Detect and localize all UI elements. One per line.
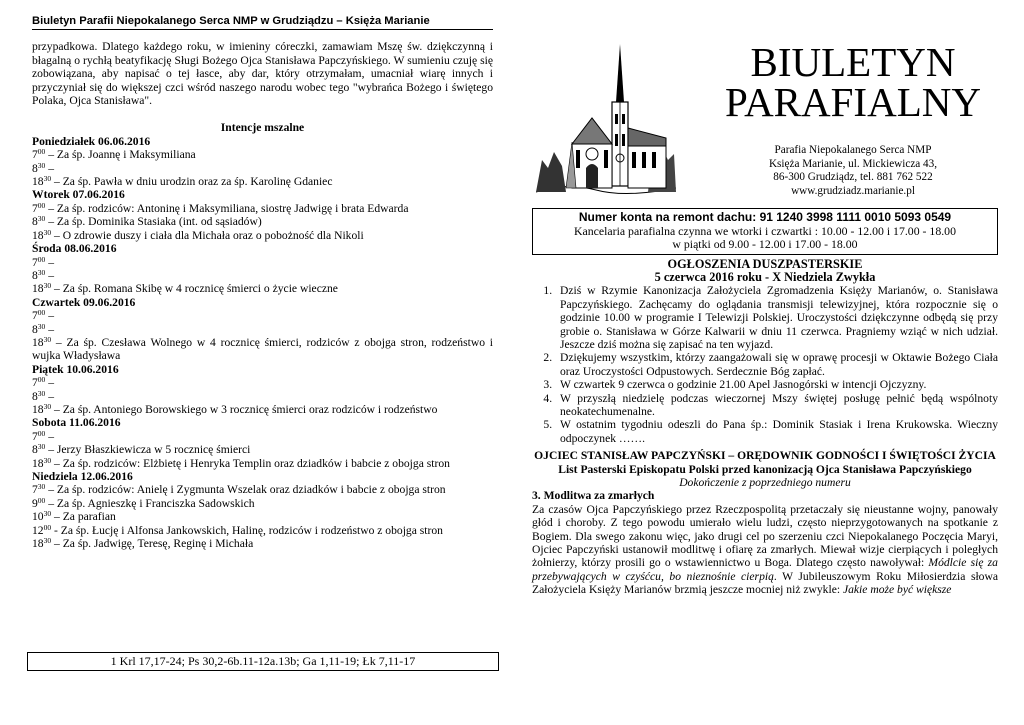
mass-hour: 7 xyxy=(32,429,38,443)
mass-separator: – xyxy=(45,255,54,269)
body-quote-1: Módlcie się za przebywających w czyśćcu, bo nieznośnie cierpią xyxy=(532,556,998,583)
mass-separator: – xyxy=(45,322,54,336)
mass-hour: 18 xyxy=(32,282,44,296)
mass-entry xyxy=(32,537,493,550)
mass-hour: 18 xyxy=(32,335,44,349)
account-box xyxy=(532,208,998,255)
mass-hour: 8 xyxy=(32,322,38,336)
mass-hour: 10 xyxy=(32,510,44,524)
announcement-item: 5. W ostatnim tygodniu odeszli do Pana śp.: Dominik Stasiak i Irena Krukowska. Wieczny odpoczynek ……. xyxy=(555,418,998,445)
masthead xyxy=(532,40,998,208)
mass-entry xyxy=(32,323,493,336)
mass-separator: - xyxy=(51,523,61,537)
mass-separator: – xyxy=(45,148,57,162)
mass-intention: Za śp. rodziców: Elżbietę i Henryka Templin oraz dziadków i babcie z obojga stron xyxy=(62,456,450,470)
mass-entry xyxy=(32,175,493,188)
continuation-note: Dokończenie z poprzedniego numeru xyxy=(679,476,851,489)
article-title: OJCIEC STANISŁAW PAPCZYŃSKI – ORĘDOWNIK GODNOŚCI I ŚWIĘTOŚCI ŻYCIA xyxy=(534,449,996,463)
mass-entry xyxy=(32,269,493,282)
announcements-title: OGŁOSZENIA DUSZPASTERSKIE xyxy=(667,256,863,271)
mass-intention: Za śp. Jadwigę, Teresę, Reginę i Michała xyxy=(62,537,254,551)
readings-box: 1 Krl 17,17-24; Ps 30,2-6b.11-12a.13b; Ga 1,11-19; Łk 7,11-17 xyxy=(27,652,499,671)
church-illustration xyxy=(536,42,676,198)
mass-entry xyxy=(32,162,493,175)
mass-separator: – xyxy=(45,376,54,390)
mass-hour: 18 xyxy=(32,228,44,242)
mass-intention: Za śp. Agnieszkę i Franciszka Sadowskich xyxy=(56,496,255,510)
mass-minute: 30 xyxy=(37,442,46,452)
mass-separator: – xyxy=(51,228,63,242)
mass-separator: – xyxy=(51,335,67,349)
mass-hour: 7 xyxy=(32,148,38,162)
mass-separator: – xyxy=(51,537,63,551)
mass-hour: 8 xyxy=(32,389,38,403)
office-hours-1: Kancelaria parafialna czynna we wtorki i czwartki : 10.00 - 12.00 i 17.00 - 18.00 xyxy=(574,223,956,238)
mass-entry xyxy=(32,336,493,363)
day-heading: Piątek 10.06.2016 xyxy=(32,362,119,376)
mass-intention: O zdrowie duszy i ciała dla Michała oraz o pobożność dla Nikoli xyxy=(62,228,364,242)
letter-title: List Pasterski Episkopatu Polski przed kanonizacją Ojca Stanisława Papczyńskiego xyxy=(558,462,972,476)
announcement-item: 1. Dziś w Rzymie Kanonizacja Założyciela Zgromadzenia Księży Marianów, o. Stanisława Papczyńskiego. Zachęcamy do oglądania transmisji telewizyjnej, która rozpocznie się o godzinie 10.00 w programie I Telewizji Polskiej. Uroczystości dziękczynne odbędą się przy grobie o. Stanisława w Górze Kalwarii w dniu 11 czerwca. Pragniemy wziąć w nich udział. Jeszcze dziś można się zapisać na ten wyjazd. xyxy=(555,284,998,351)
bulletin-title xyxy=(708,39,998,125)
mass-separator: – xyxy=(45,161,54,175)
mass-separator: – xyxy=(45,483,57,497)
mass-separator: – xyxy=(51,456,63,470)
mass-hour: 12 xyxy=(32,523,44,537)
mass-minute: 30 xyxy=(43,281,52,291)
mass-minute: 30 xyxy=(43,455,52,465)
office-hours-2: w piątki od 9.00 - 12.00 i 17.00 - 18.00 xyxy=(672,237,858,251)
mass-separator: – xyxy=(51,175,63,189)
body-quote-2: Jakie może być większe xyxy=(842,583,952,597)
address-line-1: Księża Marianie, ul. Mickiewicza 43, xyxy=(768,157,938,170)
mass-intention: Za śp. Pawła w dniu urodzin oraz za śp. Karolinę Gdaniec xyxy=(62,175,333,189)
mass-entry xyxy=(32,202,493,215)
mass-entry xyxy=(32,282,493,295)
mass-hour: 7 xyxy=(32,483,38,497)
body-text-1: Za czasów Ojca Papczyńskiego przez Rzeczpospolitą przetaczały się nieustanne wojny, panowały głód i choroby. Z tego powodu umierało wielu ludzi, często nieprzygotowanych na spotkanie z Bogiem. Dla swego zakonu więc, jako drugi cel po szerzeniu czci Niepokalanego Poczęcia Maryi, Ojciec Papczyński ustanowił modlitwę i ofiarę za zmarłych. Miewał wizje cierpiących i poległych żołnierzy, którzy prosili go o wstawiennictwo u Boga. Dlatego często nawoływał: xyxy=(532,502,998,570)
mass-minute: 00 xyxy=(37,147,46,157)
mass-hour: 18 xyxy=(32,456,44,470)
mass-entry xyxy=(32,510,493,523)
mass-hour: 8 xyxy=(32,443,38,457)
section-heading: 3. Modlitwa za zmarłych xyxy=(532,489,655,503)
mass-minute: 30 xyxy=(37,267,46,277)
mass-minute: 00 xyxy=(37,200,46,210)
mass-entry xyxy=(32,309,493,322)
mass-minute: 00 xyxy=(37,254,46,264)
mass-hour: 8 xyxy=(32,161,38,175)
mass-hour: 18 xyxy=(32,402,44,416)
mass-hour: 7 xyxy=(32,309,38,323)
bank-account: Numer konta na remont dachu: 91 1240 3998 1111 0010 5093 0549 xyxy=(578,210,952,224)
mass-separator: – xyxy=(45,309,54,323)
mass-entry xyxy=(32,403,493,416)
right-column xyxy=(532,40,998,597)
mass-entry xyxy=(32,524,493,537)
mass-minute: 00 xyxy=(37,375,46,385)
body-text-2: . W Jubileuszowym Roku Miłosierdzia słowa Założyciela Księży Marianów brzmią jeszcze mocniej niż zwykle: xyxy=(532,569,998,597)
mass-minute: 00 xyxy=(37,428,46,438)
mass-intention: Za śp. Łucję i Alfonsa Jankowskich, Halinę, rodziców i rodzeństwo z obojga stron xyxy=(60,523,443,537)
mass-entry xyxy=(32,256,493,269)
mass-entry xyxy=(32,148,493,161)
mass-intention: Za parafian xyxy=(62,510,116,524)
mass-separator: – xyxy=(45,443,57,457)
mass-separator: – xyxy=(45,496,57,510)
running-header: Biuletyn Parafii Niepokalanego Serca NMP w Grudziądzu – Księża Marianie xyxy=(32,15,493,30)
mass-separator: – xyxy=(45,268,54,282)
mass-minute: 30 xyxy=(43,174,52,184)
mass-intention: Za śp. rodziców: Anielę i Zygmunta Wszelak oraz dziadków i babcie z obojga stron xyxy=(56,483,446,497)
mass-minute: 30 xyxy=(37,160,46,170)
mass-entry xyxy=(32,443,493,456)
mass-entry xyxy=(32,457,493,470)
mass-minute: 30 xyxy=(43,536,52,546)
left-column xyxy=(32,15,493,550)
mass-entry xyxy=(32,390,493,403)
mass-minute: 30 xyxy=(37,321,46,331)
mass-minute: 30 xyxy=(43,334,52,344)
mass-entry xyxy=(32,430,493,443)
title-line-2: PARAFIALNY xyxy=(725,79,981,125)
mass-minute: 30 xyxy=(43,401,52,411)
mass-hour: 8 xyxy=(32,268,38,282)
mass-separator: – xyxy=(45,429,54,443)
mass-intention: Za śp. Antoniego Borowskiego w 3 rocznicę śmierci oraz rodziców i rodzeństwo xyxy=(62,402,438,416)
mass-minute: 00 xyxy=(37,308,46,318)
day-heading: Sobota 11.06.2016 xyxy=(32,416,121,430)
mass-intention: Za śp. Czesława Wolnego w 4 rocznicę śmierci, rodziców z obojga stron, rodzeństwo i wujka Władysława xyxy=(32,335,494,363)
mass-intention: Za śp. rodziców: Antoninę i Maksymiliana, siostrę Jadwigę i brata Edwarda xyxy=(56,201,409,215)
announcement-item: 2. Dziękujemy wszystkim, którzy zaangażowali się w oprawę procesji w Oktawie Bożego Ciała oraz Uroczystości Odpustowych. Serdecznie Bóg zapłać. xyxy=(555,351,998,378)
announcements-list xyxy=(532,284,998,445)
website-link[interactable]: www.grudziadz.marianie.pl xyxy=(791,184,915,197)
mass-intention: Jerzy Błaszkiewicza w 5 rocznicę śmierci xyxy=(56,443,251,457)
address-line-2: 86-300 Grudziądz, tel. 881 762 522 xyxy=(773,171,933,183)
mass-minute: 00 xyxy=(43,522,52,532)
mass-separator: – xyxy=(45,389,54,403)
mass-entry xyxy=(32,497,493,510)
mass-intention: Za śp. Romana Skibę w 4 rocznicę śmierci o życie wieczne xyxy=(62,282,338,296)
mass-hour: 18 xyxy=(32,175,44,189)
mass-intention: Za śp. Joannę i Maksymiliana xyxy=(56,148,196,162)
day-heading: Środa 08.06.2016 xyxy=(32,242,117,256)
announcement-item: 3. W czwartek 9 czerwca o godzinie 21.00 Apel Jasnogórski w intencji Ojczyzny. xyxy=(555,378,998,391)
mass-separator: – xyxy=(45,201,57,215)
mass-separator: – xyxy=(51,510,63,524)
mass-minute: 30 xyxy=(37,214,46,224)
parish-address xyxy=(708,144,998,198)
mass-hour: 7 xyxy=(32,255,38,269)
mass-minute: 30 xyxy=(37,482,46,492)
mass-minute: 30 xyxy=(43,227,52,237)
day-heading: Niedziela 12.06.2016 xyxy=(32,470,133,483)
article-body xyxy=(532,503,998,597)
mass-intention: Za śp. Dominika Stasiaka (int. od sąsiadów) xyxy=(56,215,262,229)
mass-intentions-list xyxy=(32,135,493,551)
mass-separator: – xyxy=(45,215,57,229)
mass-hour: 7 xyxy=(32,376,38,390)
mass-hour: 8 xyxy=(32,215,38,229)
mass-separator: – xyxy=(51,282,63,296)
mass-hour: 7 xyxy=(32,201,38,215)
mass-entry xyxy=(32,215,493,228)
announcements-date: 5 czerwca 2016 roku - X Niedziela Zwykła xyxy=(654,269,876,284)
title-line-1: BIULETYN xyxy=(750,39,956,85)
mass-entry xyxy=(32,483,493,496)
mass-minute: 30 xyxy=(43,509,52,519)
intentions-title: Intencje mszalne xyxy=(220,121,305,135)
mass-hour: 18 xyxy=(32,537,44,551)
day-heading: Poniedziałek 06.06.2016 xyxy=(32,134,151,148)
day-heading: Wtorek 07.06.2016 xyxy=(32,188,125,202)
mass-minute: 00 xyxy=(37,495,46,505)
mass-minute: 30 xyxy=(37,388,46,398)
day-heading: Czwartek 09.06.2016 xyxy=(32,295,136,309)
mass-entry xyxy=(32,376,493,389)
announcement-item: 4. W przyszłą niedzielę podczas wieczornej Mszy świętej posługę pełnić będą wspólnoty neokatechumenalne. xyxy=(555,392,998,419)
intro-paragraph: przypadkowa. Dlatego każdego roku, w imieniny córeczki, zamawiam Mszę św. dziękczynną i błagalną o rychłą beatyfikację Sługi Bożego Ojca Stanisława Papczyńskiego. W sumieniu czuję się zobowiązana, aby napisać o tej łasce, aby dar, który otrzymałam, umacniał wiarę innych i przyczyniał się do większej czci wśród naszego narodu wobec tego "wybrańca Bożego i świętego Polaka, Ojca Stanisława". xyxy=(32,40,493,108)
parish-name: Parafia Niepokalanego Serca NMP xyxy=(774,144,932,156)
mass-separator: – xyxy=(51,402,63,416)
mass-hour: 9 xyxy=(32,496,38,510)
mass-entry xyxy=(32,229,493,242)
